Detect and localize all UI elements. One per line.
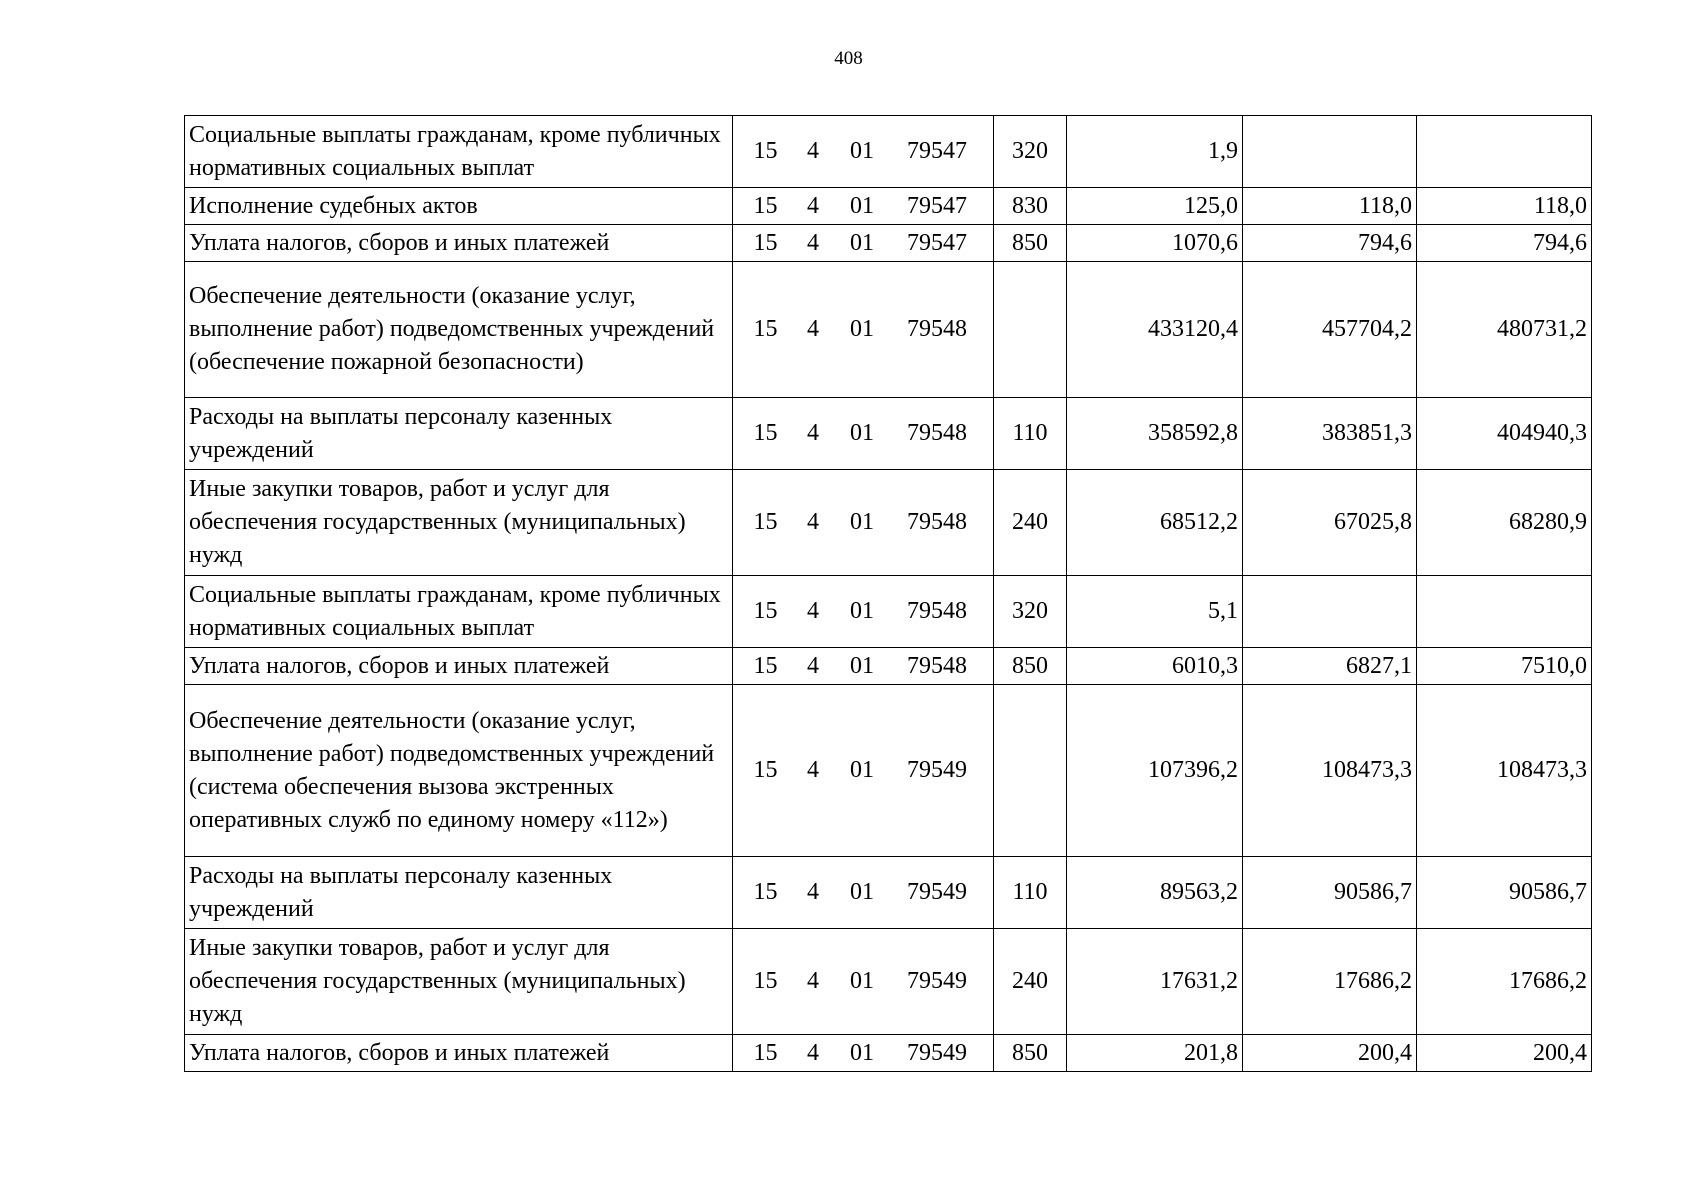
code-direction: 79548 <box>907 509 967 535</box>
table-row <box>185 1035 1592 1072</box>
amount-year2-cell: 200,4 <box>1243 1035 1417 1072</box>
amount-year1-cell: 68512,2 <box>1067 470 1243 576</box>
code-direction: 79548 <box>907 598 967 624</box>
table-row <box>185 188 1592 225</box>
classification-code-cell <box>733 685 994 857</box>
amount-year1-cell: 17631,2 <box>1067 929 1243 1035</box>
code-subprogram: 4 <box>807 316 819 342</box>
code-direction: 79547 <box>907 138 967 164</box>
amount-year2-cell: 118,0 <box>1243 188 1417 225</box>
code-direction: 79548 <box>907 316 967 342</box>
code-section: 15 <box>753 968 778 994</box>
amount-year3-cell <box>1417 116 1592 188</box>
expense-type-cell: 320 <box>994 576 1067 648</box>
code-subprogram: 4 <box>807 879 819 905</box>
classification-code-cell <box>733 470 994 576</box>
expense-name-cell: Уплата налогов, сборов и иных платежей <box>185 1035 733 1072</box>
expense-type-cell: 850 <box>994 1035 1067 1072</box>
amount-year1-cell: 107396,2 <box>1067 685 1243 857</box>
classification-code-cell <box>733 116 994 188</box>
code-subprogram: 4 <box>807 229 819 256</box>
code-activity: 01 <box>850 192 874 219</box>
amount-year3-cell: 404940,3 <box>1417 398 1592 470</box>
expense-name-cell: Расходы на выплаты персоналу казенных учреждений <box>185 398 733 470</box>
amount-year1-cell: 6010,3 <box>1067 648 1243 685</box>
amount-year3-cell <box>1417 576 1592 648</box>
classification-code-cell <box>733 398 994 470</box>
expense-type-cell: 320 <box>994 116 1067 188</box>
expense-name-cell: Исполнение судебных актов <box>185 188 733 225</box>
amount-year1-cell: 89563,2 <box>1067 857 1243 929</box>
table-row <box>185 685 1592 857</box>
code-direction: 79549 <box>907 968 967 994</box>
expense-name-cell: Уплата налогов, сборов и иных платежей <box>185 648 733 685</box>
amount-year2-cell: 17686,2 <box>1243 929 1417 1035</box>
code-section: 15 <box>753 316 778 342</box>
amount-year1-cell: 201,8 <box>1067 1035 1243 1072</box>
code-subprogram: 4 <box>807 509 819 535</box>
budget-table <box>184 115 1592 1072</box>
code-direction: 79547 <box>907 229 967 256</box>
classification-code-cell <box>733 225 994 262</box>
code-section: 15 <box>753 420 778 446</box>
expense-type-cell <box>994 262 1067 398</box>
table-row <box>185 116 1592 188</box>
expense-type-cell: 830 <box>994 188 1067 225</box>
code-section: 15 <box>753 192 778 219</box>
code-direction: 79549 <box>907 1039 967 1066</box>
code-activity: 01 <box>850 652 874 679</box>
amount-year3-cell: 17686,2 <box>1417 929 1592 1035</box>
amount-year3-cell: 118,0 <box>1417 188 1592 225</box>
code-section: 15 <box>753 757 778 783</box>
expense-name-cell: Иные закупки товаров, работ и услуг для обеспечения государственных (муниципальных) нужд <box>185 470 733 576</box>
amount-year1-cell: 1070,6 <box>1067 225 1243 262</box>
table-row <box>185 398 1592 470</box>
table-row <box>185 470 1592 576</box>
code-activity: 01 <box>850 968 874 994</box>
code-direction: 79548 <box>907 652 967 679</box>
amount-year3-cell: 794,6 <box>1417 225 1592 262</box>
code-section: 15 <box>753 652 778 679</box>
amount-year2-cell: 108473,3 <box>1243 685 1417 857</box>
amount-year2-cell: 457704,2 <box>1243 262 1417 398</box>
code-direction: 79548 <box>907 420 967 446</box>
page-number: 408 <box>834 48 863 69</box>
code-subprogram: 4 <box>807 968 819 994</box>
code-section: 15 <box>753 598 778 624</box>
expense-type-cell: 240 <box>994 470 1067 576</box>
amount-year3-cell: 68280,9 <box>1417 470 1592 576</box>
amount-year2-cell: 90586,7 <box>1243 857 1417 929</box>
code-activity: 01 <box>850 598 874 624</box>
code-section: 15 <box>753 509 778 535</box>
classification-code-cell <box>733 188 994 225</box>
amount-year2-cell <box>1243 116 1417 188</box>
code-section: 15 <box>753 229 778 256</box>
amount-year2-cell: 67025,8 <box>1243 470 1417 576</box>
code-activity: 01 <box>850 757 874 783</box>
expense-name-cell: Уплата налогов, сборов и иных платежей <box>185 225 733 262</box>
amount-year3-cell: 90586,7 <box>1417 857 1592 929</box>
code-direction: 79549 <box>907 879 967 905</box>
code-subprogram: 4 <box>807 652 819 679</box>
amount-year1-cell: 433120,4 <box>1067 262 1243 398</box>
code-section: 15 <box>753 1039 778 1066</box>
amount-year3-cell: 7510,0 <box>1417 648 1592 685</box>
expense-name-cell: Социальные выплаты гражданам, кроме публичных нормативных социальных выплат <box>185 116 733 188</box>
amount-year2-cell: 383851,3 <box>1243 398 1417 470</box>
amount-year1-cell: 358592,8 <box>1067 398 1243 470</box>
table-row <box>185 857 1592 929</box>
expense-name-cell: Обеспечение деятельности (оказание услуг, выполнение работ) подведомственных учреждений (система обеспечения вызова экстренных оперативных служб по единому номеру «112») <box>185 685 733 857</box>
expense-type-cell: 850 <box>994 225 1067 262</box>
code-activity: 01 <box>850 229 874 256</box>
expense-type-cell: 850 <box>994 648 1067 685</box>
code-activity: 01 <box>850 879 874 905</box>
expense-type-cell <box>994 685 1067 857</box>
table-row <box>185 648 1592 685</box>
table-row <box>185 929 1592 1035</box>
code-activity: 01 <box>850 509 874 535</box>
amount-year1-cell: 1,9 <box>1067 116 1243 188</box>
table-row <box>185 262 1592 398</box>
classification-code-cell <box>733 1035 994 1072</box>
amount-year2-cell: 6827,1 <box>1243 648 1417 685</box>
code-subprogram: 4 <box>807 1039 819 1066</box>
expense-type-cell: 110 <box>994 857 1067 929</box>
amount-year2-cell: 794,6 <box>1243 225 1417 262</box>
amount-year3-cell: 480731,2 <box>1417 262 1592 398</box>
code-activity: 01 <box>850 138 874 164</box>
expense-type-cell: 240 <box>994 929 1067 1035</box>
classification-code-cell <box>733 262 994 398</box>
amount-year1-cell: 5,1 <box>1067 576 1243 648</box>
code-subprogram: 4 <box>807 138 819 164</box>
code-subprogram: 4 <box>807 192 819 219</box>
code-direction: 79547 <box>907 192 967 219</box>
expense-type-cell: 110 <box>994 398 1067 470</box>
table-body <box>185 116 1592 1072</box>
amount-year3-cell: 200,4 <box>1417 1035 1592 1072</box>
expense-name-cell: Расходы на выплаты персоналу казенных учреждений <box>185 857 733 929</box>
code-section: 15 <box>753 138 778 164</box>
amount-year3-cell: 108473,3 <box>1417 685 1592 857</box>
code-direction: 79549 <box>907 757 967 783</box>
amount-year2-cell <box>1243 576 1417 648</box>
code-subprogram: 4 <box>807 757 819 783</box>
code-activity: 01 <box>850 1039 874 1066</box>
classification-code-cell <box>733 576 994 648</box>
expense-name-cell: Иные закупки товаров, работ и услуг для обеспечения государственных (муниципальных) нужд <box>185 929 733 1035</box>
amount-year1-cell: 125,0 <box>1067 188 1243 225</box>
classification-code-cell <box>733 857 994 929</box>
code-subprogram: 4 <box>807 598 819 624</box>
code-section: 15 <box>753 879 778 905</box>
expense-name-cell: Социальные выплаты гражданам, кроме публичных нормативных социальных выплат <box>185 576 733 648</box>
expense-name-cell: Обеспечение деятельности (оказание услуг, выполнение работ) подведомственных учреждений (обеспечение пожарной безопасности) <box>185 262 733 398</box>
classification-code-cell <box>733 929 994 1035</box>
table-row <box>185 225 1592 262</box>
code-activity: 01 <box>850 420 874 446</box>
code-subprogram: 4 <box>807 420 819 446</box>
table-row <box>185 576 1592 648</box>
code-activity: 01 <box>850 316 874 342</box>
classification-code-cell <box>733 648 994 685</box>
